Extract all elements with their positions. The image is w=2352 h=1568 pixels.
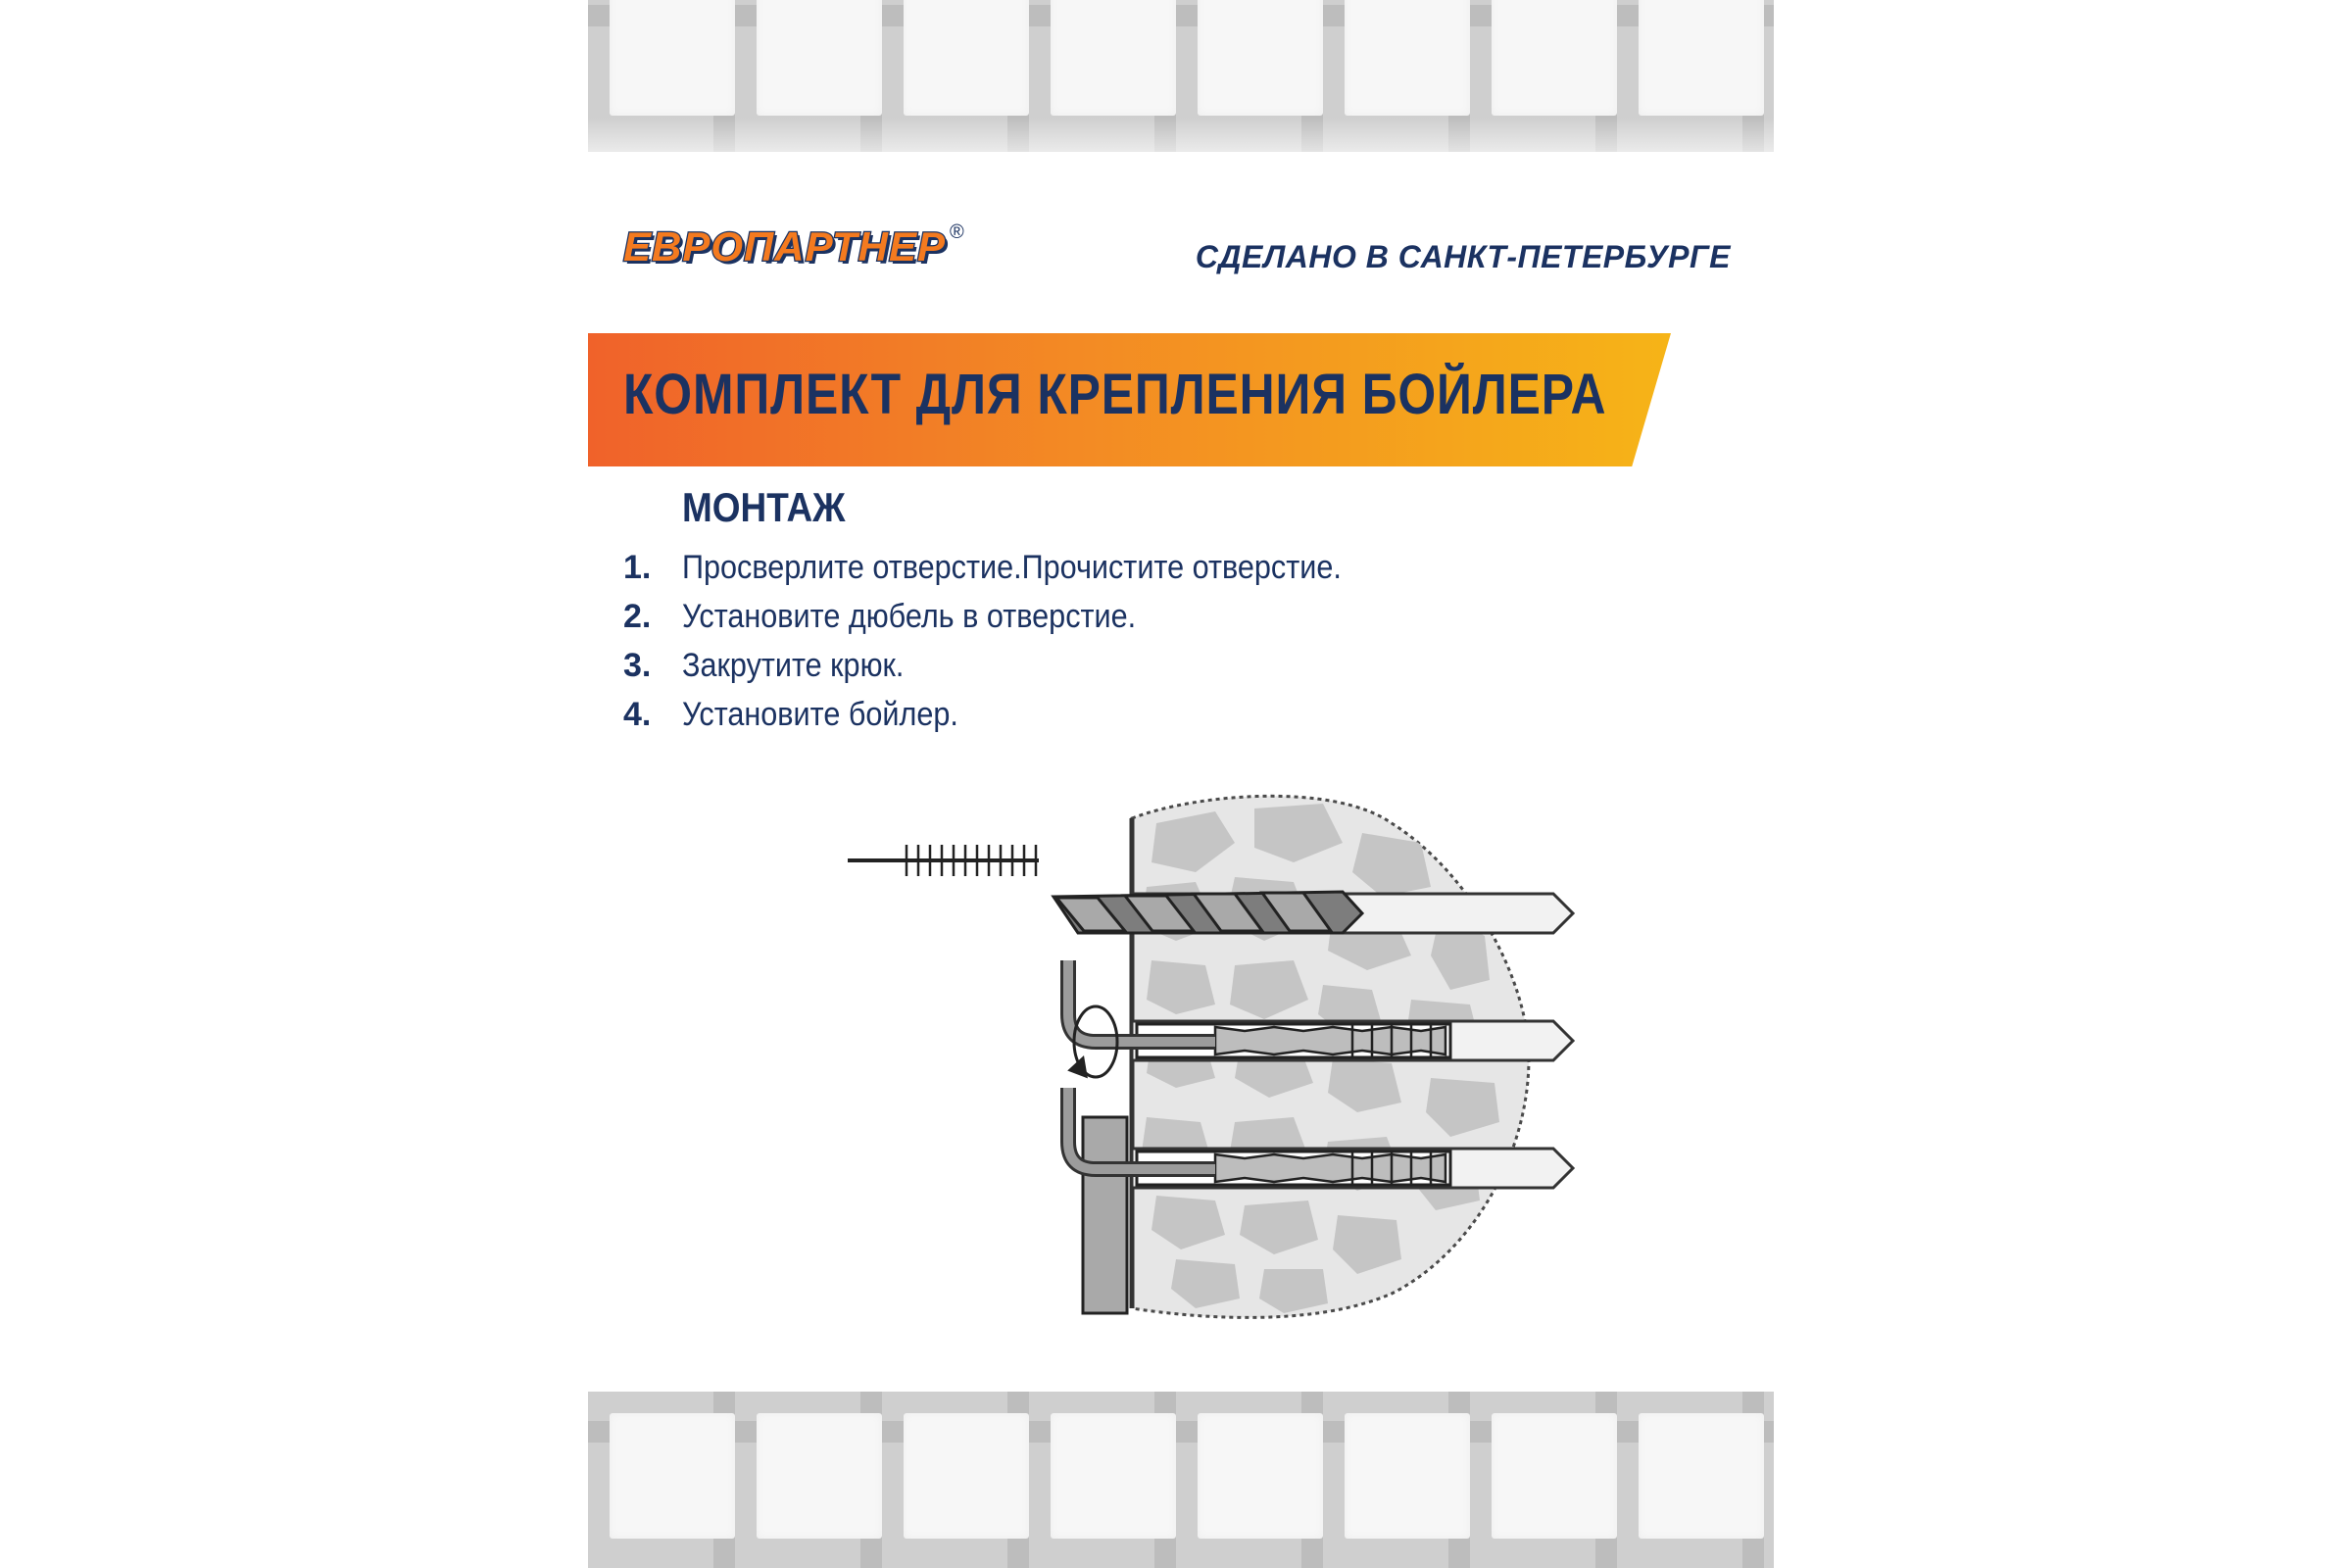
product-card bbox=[588, 0, 1774, 1568]
logo-text: ЕВРОПАРТНЕР bbox=[623, 223, 946, 270]
step-text: Закрутите крюк. bbox=[682, 647, 905, 684]
step-text: Установите бойлер. bbox=[682, 696, 958, 733]
brand-logo bbox=[623, 223, 964, 270]
list-item bbox=[623, 696, 1415, 745]
list-item bbox=[623, 549, 1415, 598]
step-text: Просверлите отверстие.Прочистите отверстие. bbox=[682, 549, 1342, 586]
section-heading: МОНТАЖ bbox=[682, 484, 846, 530]
drill-bit-icon bbox=[1054, 892, 1573, 933]
installation-steps bbox=[623, 549, 1415, 745]
step-number: 3. bbox=[623, 647, 652, 684]
installation-diagram bbox=[588, 764, 1774, 1333]
step-number: 1. bbox=[623, 549, 652, 586]
step-text: Установите дюбель в отверстие. bbox=[682, 598, 1137, 635]
page-title: КОМПЛЕКТ ДЛЯ КРЕПЛЕНИЯ БОЙЛЕРА bbox=[623, 363, 1607, 426]
list-item bbox=[623, 598, 1415, 647]
made-in-label: СДЕЛАНО В САНКТ-ПЕТЕРБУРГЕ bbox=[1195, 239, 1731, 274]
boiler-bracket-icon bbox=[1083, 1117, 1127, 1313]
list-item bbox=[623, 647, 1415, 696]
registered-mark: ® bbox=[950, 221, 964, 243]
step-number: 2. bbox=[623, 598, 652, 635]
tile-background-bottom bbox=[588, 1392, 1774, 1568]
step-number: 4. bbox=[623, 696, 652, 733]
cleaning-brush-icon bbox=[848, 845, 1039, 876]
